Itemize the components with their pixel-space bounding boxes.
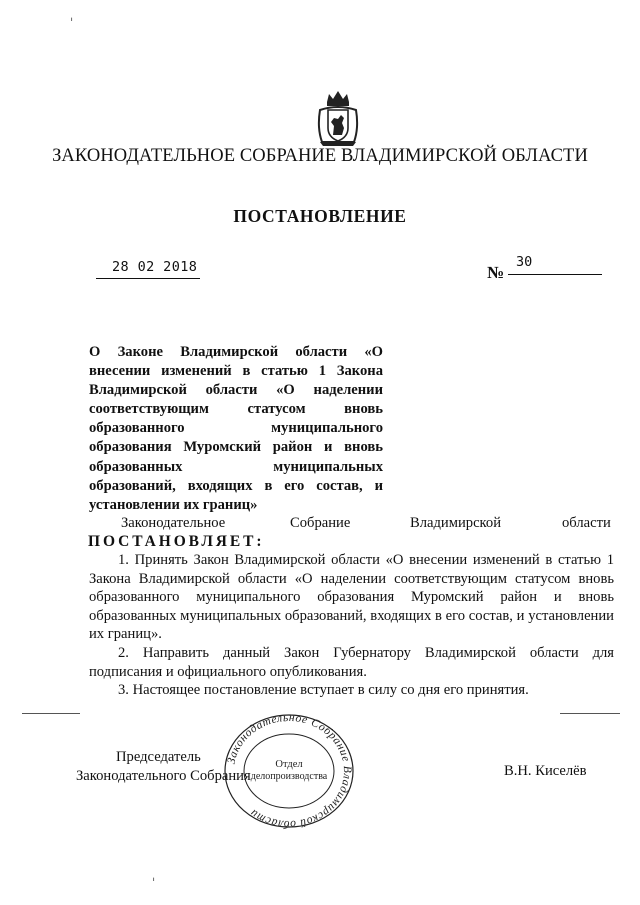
document-number: 30: [516, 254, 533, 270]
signatory-name: В.Н. Киселёв: [504, 763, 587, 779]
preamble-word-3: Владимирской: [410, 515, 502, 531]
date-underline: [96, 278, 200, 279]
document-subject: О Законе Владимирской области «О внесении изменений в статью 1 Закона Владимирской области «О наделении соответствующим статусом вновь образованного муниципального образования Муромский район и вновь образованных муниципальных образований, входящих в его состав, и установлении их границ»: [89, 344, 383, 513]
decree-word: ПОСТАНОВЛЯЕТ:: [88, 533, 265, 550]
preamble-word-4: области: [562, 515, 611, 531]
preamble-word-2: Собрание: [290, 515, 351, 531]
paragraph-2: 2. Направить данный Закон Губернатору Владимирской области для подписания и официального опубликования.: [89, 644, 614, 680]
document-date: 28 02 2018: [112, 259, 198, 275]
preamble-word-1: Законодательное: [121, 515, 226, 531]
number-sign: №: [487, 263, 505, 282]
document-type-heading: ПОСТАНОВЛЕНИЕ: [233, 206, 407, 226]
coat-of-arms-emblem: [315, 88, 361, 148]
signatory-title-line1: Председатель: [116, 749, 201, 765]
official-stamp: [222, 713, 356, 829]
paragraph-3: 3. Настоящее постановление вступает в силу со дня его принятия.: [118, 682, 529, 699]
stamp-ring-text: Законодательное Собрание Владимирской области: [225, 711, 354, 831]
signatory-title-line2: Законодательного Собрания: [76, 768, 251, 784]
stamp-center-line2: делопроизводства: [250, 771, 328, 782]
paragraph-1: 1. Принять Закон Владимирской области «О внесении изменений в статью 1 Закона Владимирской области «О наделении соответствующим статусом вновь образованного муниципального образования Муромский район и вновь образованных муниципальных образований, входящих в его состав, и установлении их границ».: [89, 552, 614, 643]
resolution-body: [89, 551, 614, 700]
scan-speck: ˌ: [70, 8, 74, 22]
left-separator-rule: [22, 713, 80, 714]
stamp-center-line1: Отдел: [275, 759, 303, 770]
number-underline: [508, 274, 602, 275]
organization-title: ЗАКОНОДАТЕЛЬНОЕ СОБРАНИЕ ВЛАДИМИРСКОЙ ОБЛАСТИ: [52, 146, 588, 166]
right-separator-rule: [560, 713, 620, 714]
scan-speck: ˌ: [152, 868, 156, 882]
